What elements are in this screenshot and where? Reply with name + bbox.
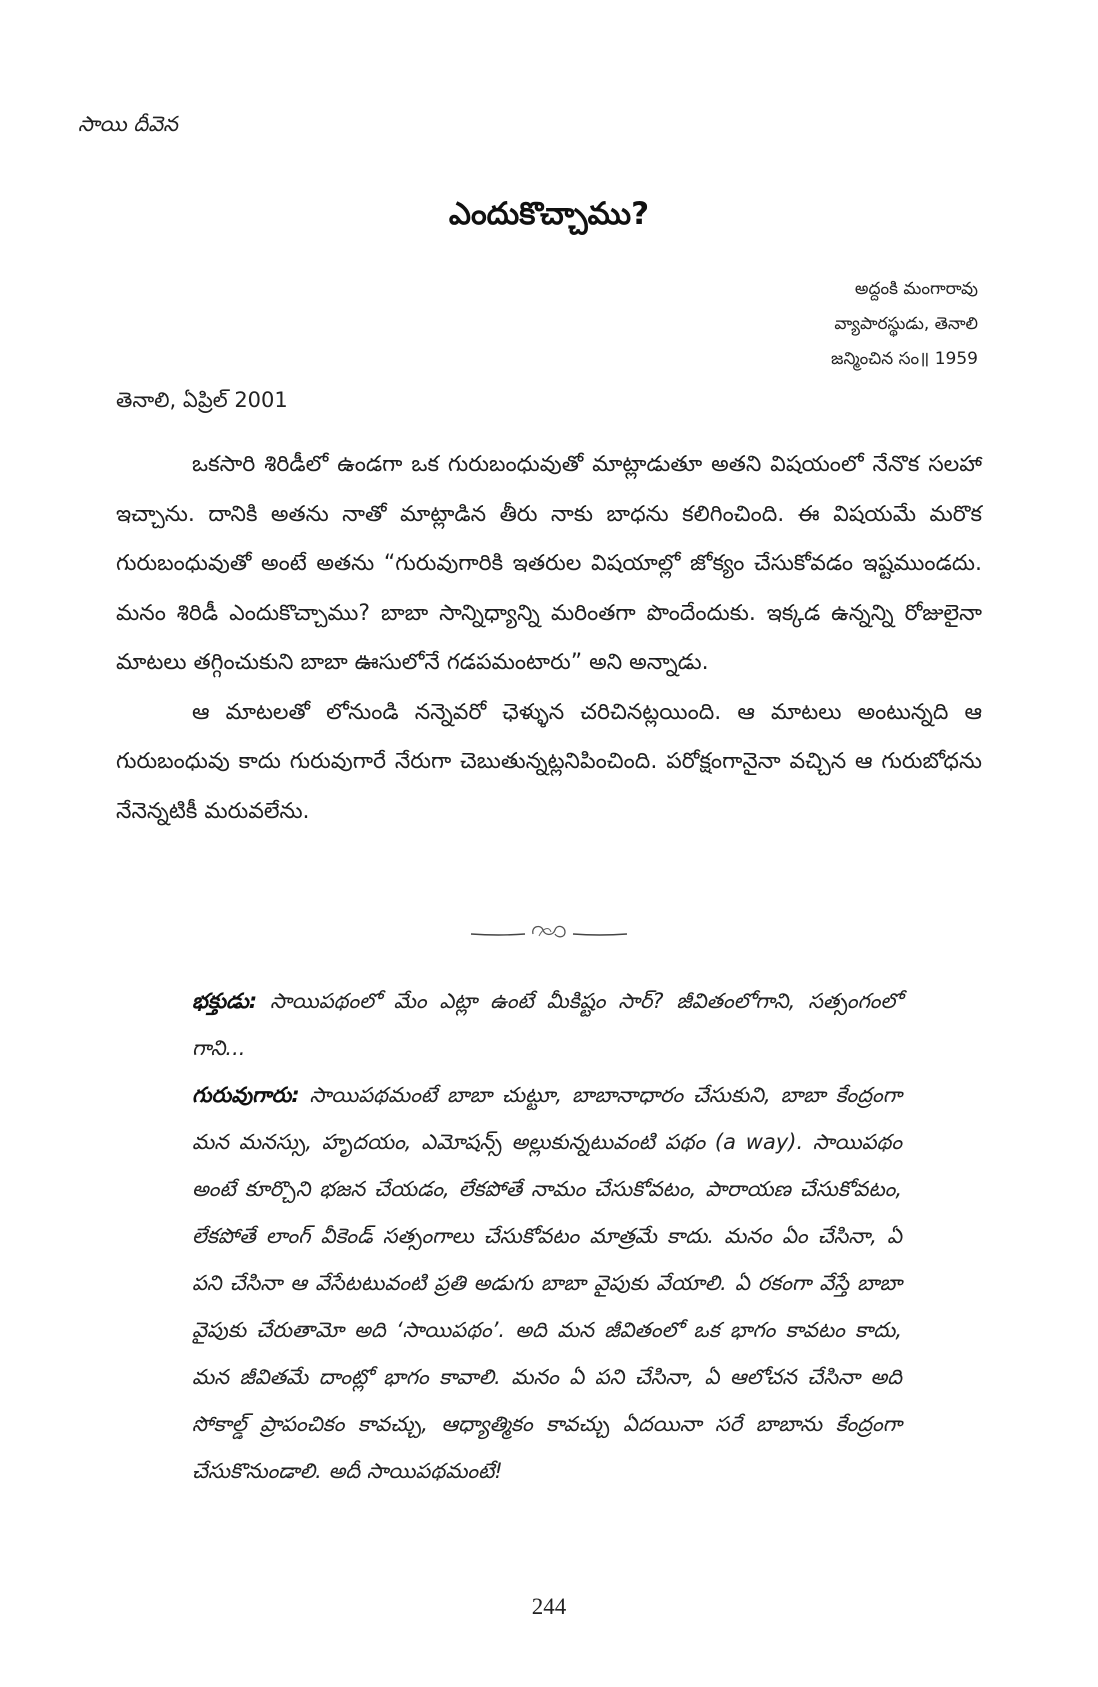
article-body: [116, 440, 982, 836]
paragraph: ఒకసారి శిరిడీలో ఉండగా ఒక గురుబంధువుతో మాట్లాడుతూ అతని విషయంలో నేనొక సలహా ఇచ్చాను. దానికి అతను నాతో మాట్లాడిన తీరు నాకు బాధను కలిగించింది. ఈ విషయమే మరొక గురుబంధువుతో అంటే అతను “గురువుగారికి ఇతరుల విషయాల్లో జోక్యం చేసుకోవడం ఇష్టముండదు. మనం శిరిడీ ఎందుకొచ్చాము? బాబా సాన్నిధ్యాన్ని మరింతగా పొందేందుకు. ఇక్కడ ఉన్నన్ని రోజులైనా మాటలు తగ్గించుకుని బాబా ఊసులోనే గడపమంటారు” అని అన్నాడు.: [116, 452, 982, 675]
author-occupation: వ్యాపారస్థుడు, తెనాలి: [834, 314, 978, 334]
author-birth-year: జన్మించిన సం॥ 1959: [831, 349, 978, 369]
author-block: [831, 272, 978, 377]
dialogue-block: [192, 978, 902, 1495]
speaker-devotee: భక్తుడు:: [192, 989, 258, 1013]
dialogue-answer: [192, 1072, 902, 1495]
running-head: సాయి దీవెన: [78, 112, 178, 136]
author-name: అద్దంకి మంగారావు: [854, 279, 978, 299]
article-title: ఎందుకొచ్చాము?: [448, 196, 650, 232]
place-date: తెనాలి, ఏప్రిల్ 2001: [116, 388, 288, 412]
answer-text: సాయిపథమంటే బాబా చుట్టూ, బాబానాధారం చేసుకుని, బాబా కేంద్రంగా మన మనస్సు, హృదయం, ఎమోషన్స్ అల్లుకున్నటువంటి పథం (a way). సాయిపథం అంటే కూర్చొని భజన చేయడం, లేకపోతే నామం చేసుకోవటం, పారాయణ చేసుకోవటం, లేకపోతే లాంగ్ వీకెండ్ సత్సంగాలు చేసుకోవటం మాత్రమే కాదు. మనం ఏం చేసినా, ఏ పని చేసినా ఆ వేసేటటువంటి ప్రతి అడుగు బాబా వైపుకు వేయాలి. ఏ రకంగా వేస్తే బాబా వైపుకు చేరుతామో అది ‘సాయిపథం’. అది మన జీవితంలో ఒక భాగం కావటం కాదు, మన జీవితమే దాంట్లో భాగం కావాలి. మనం ఏ పని చేసినా, ఏ ఆలోచన చేసినా అది సోకాల్డ్ ప్రాపంచికం కావచ్చు, ఆధ్యాత్మికం కావచ్చు ఏదయినా సరే బాబాను కేంద్రంగా చేసుకొనుండాలి. అదీ సాయిపథమంటే!: [192, 1083, 902, 1483]
page-number: 244: [531, 1594, 567, 1619]
flourish-icon: [469, 920, 629, 944]
section-divider: [0, 920, 1098, 950]
paragraph: ఆ మాటలతో లోనుండి నన్నెవరో ఛెళ్ళున చరిచినట్లయింది. ఆ మాటలు అంటున్నది ఆ గురుబంధువు కాదు గురువుగారే నేరుగా చెబుతున్నట్లనిపించింది. పరోక్షంగానైనా వచ్చిన ఆ గురుబోధను నేనెన్నటికీ మరువలేను.: [116, 699, 982, 824]
dialogue-question: [192, 978, 902, 1072]
question-text: సాయిపథంలో మేం ఎట్లా ఉంటే మీకిష్టం సార్? జీవితంలోగాని, సత్సంగంలో గాని...: [192, 989, 902, 1060]
speaker-guru: గురువుగారు:: [192, 1083, 300, 1107]
